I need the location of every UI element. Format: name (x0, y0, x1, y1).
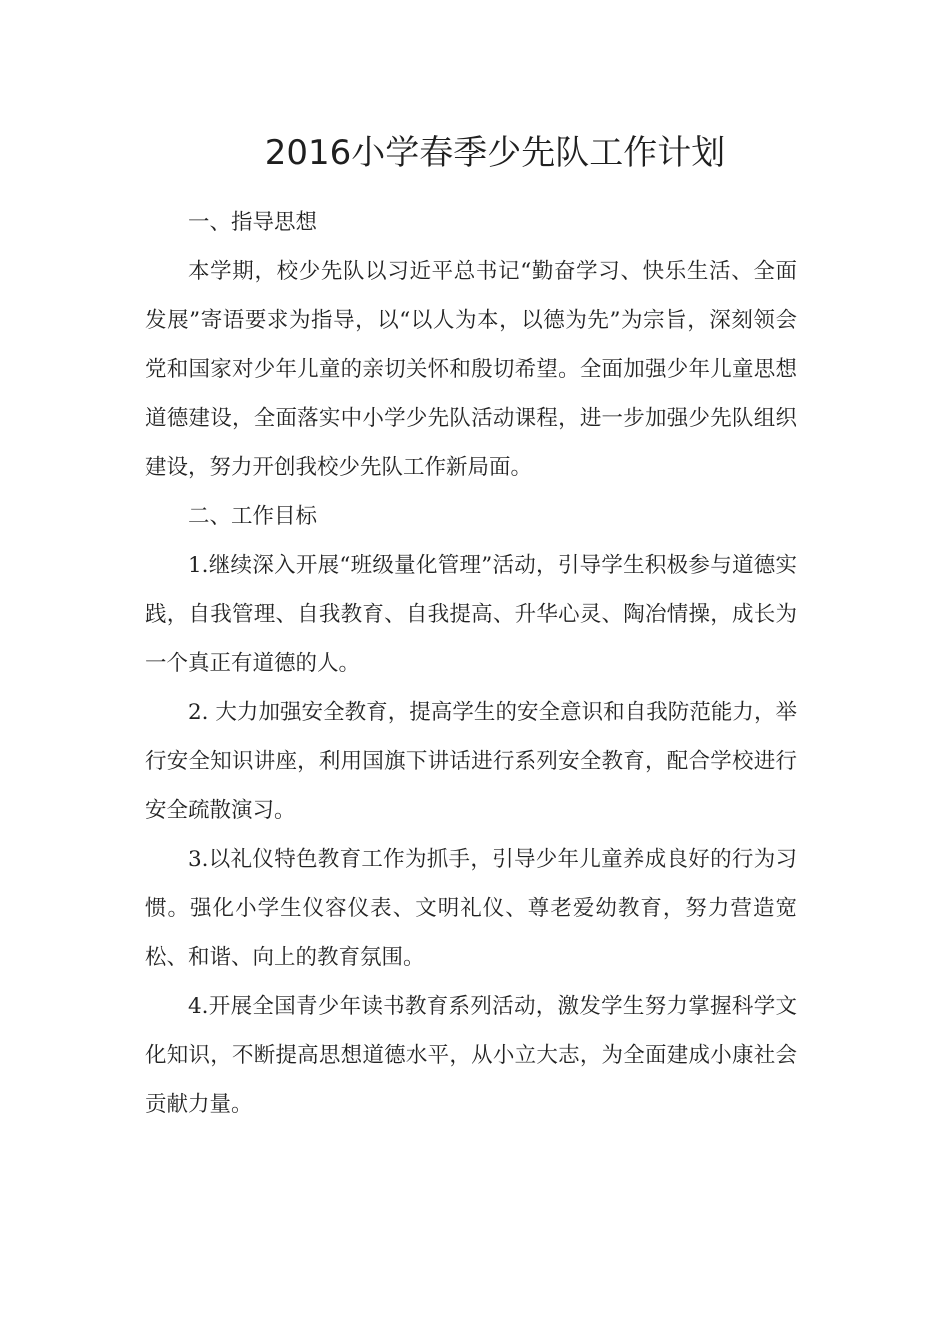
goal-item-3: 3.以礼仪特色教育工作为抓手，引导少年儿童养成良好的行为习惯。强化小学生仪容仪表、文明礼仪、尊老爱幼教育，努力营造宽松、和谐、向上的教育氛围。 (145, 847, 797, 970)
document-title: 2016小学春季少先队工作计划 (264, 133, 726, 173)
goal-item-1: 1.继续深入开展“班级量化管理”活动，引导学生积极参与道德实践，自我管理、自我教育、自我提高、升华心灵、陶冶情操，成长为一个真正有道德的人。 (145, 553, 797, 676)
section-heading-guiding-ideology: 一、指导思想 (188, 210, 318, 235)
document-body (145, 198, 797, 1129)
section-heading-work-goals: 二、工作目标 (188, 504, 318, 529)
guiding-ideology-paragraph: 本学期，校少先队以习近平总书记“勤奋学习、快乐生活、全面发展”寄语要求为指导，以“以人为本，以德为先”为宗旨，深刻领会党和国家对少年儿童的亲切关怀和殷切希望。全面加强少年儿童思想道德建设，全面落实中小学少先队活动课程，进一步加强少先队组织建设，努力开创我校少先队工作新局面。 (145, 259, 797, 480)
goal-item-2: 2. 大力加强安全教育，提高学生的安全意识和自我防范能力，举行安全知识讲座，利用国旗下讲话进行系列安全教育，配合学校进行安全疏散演习。 (145, 700, 797, 823)
goal-item-4: 4.开展全国青少年读书教育系列活动，激发学生努力掌握科学文化知识，不断提高思想道德水平，从小立大志，为全面建成小康社会贡献力量。 (145, 994, 797, 1117)
